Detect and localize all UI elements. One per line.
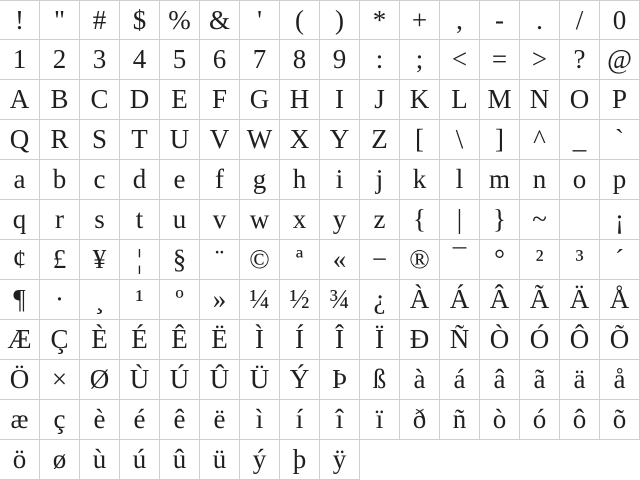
glyph-cell[interactable]: î	[320, 400, 360, 440]
glyph-cell[interactable]: M	[480, 80, 520, 120]
glyph-cell[interactable]: i	[320, 160, 360, 200]
glyph-cell[interactable]: §	[160, 240, 200, 280]
glyph-cell[interactable]: T	[120, 120, 160, 160]
glyph-cell[interactable]: a	[0, 160, 40, 200]
glyph-cell[interactable]: k	[400, 160, 440, 200]
glyph-cell[interactable]: Å	[600, 280, 640, 320]
glyph-cell[interactable]: í	[280, 400, 320, 440]
glyph-cell[interactable]: (	[280, 0, 320, 40]
glyph-cell[interactable]: ¹	[120, 280, 160, 320]
glyph-cell[interactable]: Ã	[520, 280, 560, 320]
glyph-cell[interactable]: ÿ	[320, 440, 360, 480]
glyph-cell[interactable]: _	[560, 120, 600, 160]
glyph-cell[interactable]: t	[120, 200, 160, 240]
glyph-cell[interactable]: L	[440, 80, 480, 120]
glyph-cell[interactable]: ®	[400, 240, 440, 280]
glyph-cell[interactable]: £	[40, 240, 80, 280]
glyph-cell[interactable]: $	[120, 0, 160, 40]
glyph-cell[interactable]: Ç	[40, 320, 80, 360]
glyph-cell[interactable]: O	[560, 80, 600, 120]
glyph-cell[interactable]: à	[400, 360, 440, 400]
glyph-cell[interactable]: Ý	[280, 360, 320, 400]
glyph-cell[interactable]: Ì	[240, 320, 280, 360]
glyph-cell[interactable]: `	[600, 120, 640, 160]
glyph-cell[interactable]: ×	[40, 360, 80, 400]
glyph-cell[interactable]: Ö	[0, 360, 40, 400]
glyph-cell[interactable]: ß	[360, 360, 400, 400]
glyph-cell[interactable]: ó	[520, 400, 560, 440]
glyph-cell[interactable]: º	[160, 280, 200, 320]
glyph-cell[interactable]: *	[360, 0, 400, 40]
glyph-cell[interactable]: P	[600, 80, 640, 120]
glyph-cell[interactable]: q	[0, 200, 40, 240]
glyph-cell[interactable]: Ø	[80, 360, 120, 400]
glyph-cell[interactable]: v	[200, 200, 240, 240]
glyph-cell[interactable]: K	[400, 80, 440, 120]
glyph-cell[interactable]: s	[80, 200, 120, 240]
glyph-cell[interactable]: .	[520, 0, 560, 40]
glyph-cell[interactable]: ü	[200, 440, 240, 480]
glyph-cell[interactable]: 9	[320, 40, 360, 80]
glyph-cell[interactable]: h	[280, 160, 320, 200]
glyph-cell[interactable]: y	[320, 200, 360, 240]
glyph-cell[interactable]: ?	[560, 40, 600, 80]
glyph-cell[interactable]: ñ	[440, 400, 480, 440]
glyph-cell[interactable]: 0	[600, 0, 640, 40]
glyph-cell[interactable]: %	[160, 0, 200, 40]
glyph-cell[interactable]: Ð	[400, 320, 440, 360]
glyph-cell[interactable]: °	[480, 240, 520, 280]
glyph-cell[interactable]: 2	[40, 40, 80, 80]
glyph-cell[interactable]: }	[480, 200, 520, 240]
glyph-cell[interactable]: U	[160, 120, 200, 160]
glyph-cell[interactable]: ê	[160, 400, 200, 440]
glyph-cell[interactable]: æ	[0, 400, 40, 440]
glyph-cell[interactable]: l	[440, 160, 480, 200]
glyph-cell[interactable]: ø	[40, 440, 80, 480]
glyph-cell[interactable]: /	[560, 0, 600, 40]
glyph-cell[interactable]: m	[480, 160, 520, 200]
glyph-cell[interactable]: ï	[360, 400, 400, 440]
glyph-cell[interactable]: ,	[440, 0, 480, 40]
glyph-cell[interactable]: =	[480, 40, 520, 80]
glyph-cell[interactable]: 4	[120, 40, 160, 80]
glyph-cell[interactable]: ~	[520, 200, 560, 240]
glyph-cell[interactable]: ¯	[440, 240, 480, 280]
glyph-cell[interactable]: )	[320, 0, 360, 40]
glyph-cell-blank[interactable]	[560, 200, 600, 240]
glyph-cell[interactable]: ú	[120, 440, 160, 480]
glyph-cell[interactable]: ¶	[0, 280, 40, 320]
glyph-cell[interactable]: Z	[360, 120, 400, 160]
glyph-cell[interactable]: D	[120, 80, 160, 120]
glyph-cell[interactable]: ì	[240, 400, 280, 440]
glyph-cell[interactable]: {	[400, 200, 440, 240]
glyph-cell[interactable]: 7	[240, 40, 280, 80]
glyph-cell[interactable]: -	[480, 0, 520, 40]
glyph-cell[interactable]: Ô	[560, 320, 600, 360]
glyph-cell[interactable]: 6	[200, 40, 240, 80]
glyph-cell[interactable]: B	[40, 80, 80, 120]
glyph-cell[interactable]: »	[200, 280, 240, 320]
glyph-cell[interactable]: ;	[400, 40, 440, 80]
glyph-cell[interactable]: J	[360, 80, 400, 120]
glyph-cell[interactable]: É	[120, 320, 160, 360]
glyph-cell[interactable]: Æ	[0, 320, 40, 360]
glyph-cell[interactable]: u	[160, 200, 200, 240]
glyph-cell[interactable]: &	[200, 0, 240, 40]
glyph-cell[interactable]: Ñ	[440, 320, 480, 360]
glyph-cell[interactable]: W	[240, 120, 280, 160]
glyph-cell[interactable]: ¦	[120, 240, 160, 280]
glyph-cell[interactable]: ]	[480, 120, 520, 160]
glyph-cell[interactable]: b	[40, 160, 80, 200]
glyph-cell[interactable]: «	[320, 240, 360, 280]
glyph-cell[interactable]: g	[240, 160, 280, 200]
glyph-cell[interactable]: >	[520, 40, 560, 80]
glyph-cell[interactable]: n	[520, 160, 560, 200]
glyph-cell[interactable]: ª	[280, 240, 320, 280]
glyph-cell[interactable]: c	[80, 160, 120, 200]
glyph-cell[interactable]: r	[40, 200, 80, 240]
glyph-cell[interactable]: ö	[0, 440, 40, 480]
glyph-cell[interactable]: é	[120, 400, 160, 440]
glyph-cell[interactable]: G	[240, 80, 280, 120]
glyph-cell[interactable]: ²	[520, 240, 560, 280]
glyph-cell[interactable]: S	[80, 120, 120, 160]
glyph-cell[interactable]: |	[440, 200, 480, 240]
glyph-cell[interactable]: ý	[240, 440, 280, 480]
glyph-cell[interactable]: ¿	[360, 280, 400, 320]
glyph-cell[interactable]: Ò	[480, 320, 520, 360]
glyph-cell[interactable]: ð	[400, 400, 440, 440]
glyph-cell[interactable]: !	[0, 0, 40, 40]
glyph-cell[interactable]: 5	[160, 40, 200, 80]
glyph-cell[interactable]: Ë	[200, 320, 240, 360]
glyph-cell[interactable]: þ	[280, 440, 320, 480]
glyph-cell[interactable]: ¾	[320, 280, 360, 320]
glyph-cell[interactable]: õ	[600, 400, 640, 440]
glyph-cell[interactable]: å	[600, 360, 640, 400]
glyph-cell[interactable]: j	[360, 160, 400, 200]
glyph-cell[interactable]: <	[440, 40, 480, 80]
glyph-cell[interactable]: ³	[560, 240, 600, 280]
glyph-cell[interactable]: á	[440, 360, 480, 400]
glyph-cell[interactable]: e	[160, 160, 200, 200]
glyph-cell[interactable]: w	[240, 200, 280, 240]
glyph-cell[interactable]: Ü	[240, 360, 280, 400]
glyph-cell[interactable]: F	[200, 80, 240, 120]
glyph-cell[interactable]: "	[40, 0, 80, 40]
glyph-cell[interactable]: Â	[480, 280, 520, 320]
glyph-cell[interactable]: Õ	[600, 320, 640, 360]
glyph-cell[interactable]: 1	[0, 40, 40, 80]
glyph-cell[interactable]: Q	[0, 120, 40, 160]
glyph-cell[interactable]: Ù	[120, 360, 160, 400]
glyph-cell[interactable]: Î	[320, 320, 360, 360]
glyph-cell[interactable]: x	[280, 200, 320, 240]
glyph-cell[interactable]: û	[160, 440, 200, 480]
glyph-cell[interactable]: [	[400, 120, 440, 160]
glyph-cell[interactable]: â	[480, 360, 520, 400]
glyph-cell[interactable]: C	[80, 80, 120, 120]
glyph-cell[interactable]: ô	[560, 400, 600, 440]
glyph-cell[interactable]: ç	[40, 400, 80, 440]
glyph-cell[interactable]: 8	[280, 40, 320, 80]
glyph-cell[interactable]: ¥	[80, 240, 120, 280]
glyph-cell[interactable]: ^	[520, 120, 560, 160]
glyph-cell[interactable]: V	[200, 120, 240, 160]
glyph-cell[interactable]: ·	[40, 280, 80, 320]
glyph-cell[interactable]: :	[360, 40, 400, 80]
glyph-cell[interactable]: È	[80, 320, 120, 360]
glyph-cell[interactable]: '	[240, 0, 280, 40]
glyph-cell[interactable]: Ó	[520, 320, 560, 360]
glyph-cell[interactable]: o	[560, 160, 600, 200]
glyph-cell[interactable]: ò	[480, 400, 520, 440]
glyph-cell[interactable]: z	[360, 200, 400, 240]
glyph-cell[interactable]: ´	[600, 240, 640, 280]
glyph-cell[interactable]: Y	[320, 120, 360, 160]
glyph-cell[interactable]: p	[600, 160, 640, 200]
glyph-cell[interactable]: Û	[200, 360, 240, 400]
glyph-cell[interactable]: À	[400, 280, 440, 320]
glyph-cell[interactable]: Ê	[160, 320, 200, 360]
glyph-cell[interactable]: ã	[520, 360, 560, 400]
glyph-cell[interactable]: Í	[280, 320, 320, 360]
glyph-cell[interactable]: Á	[440, 280, 480, 320]
glyph-cell[interactable]: ë	[200, 400, 240, 440]
glyph-cell[interactable]: \	[440, 120, 480, 160]
glyph-cell[interactable]: Ï	[360, 320, 400, 360]
glyph-cell[interactable]: −	[360, 240, 400, 280]
glyph-cell[interactable]: 3	[80, 40, 120, 80]
glyph-cell[interactable]: X	[280, 120, 320, 160]
glyph-cell[interactable]: è	[80, 400, 120, 440]
glyph-cell[interactable]: ©	[240, 240, 280, 280]
glyph-cell[interactable]: ä	[560, 360, 600, 400]
glyph-cell[interactable]: Ú	[160, 360, 200, 400]
glyph-cell[interactable]: Þ	[320, 360, 360, 400]
glyph-cell[interactable]: Ä	[560, 280, 600, 320]
glyph-cell[interactable]: H	[280, 80, 320, 120]
glyph-cell[interactable]: ¼	[240, 280, 280, 320]
glyph-cell[interactable]: ¢	[0, 240, 40, 280]
glyph-cell[interactable]: A	[0, 80, 40, 120]
glyph-cell[interactable]: ½	[280, 280, 320, 320]
glyph-cell[interactable]: d	[120, 160, 160, 200]
glyph-cell[interactable]: ¡	[600, 200, 640, 240]
glyph-cell[interactable]: ¸	[80, 280, 120, 320]
glyph-cell[interactable]: I	[320, 80, 360, 120]
glyph-cell[interactable]: @	[600, 40, 640, 80]
glyph-cell[interactable]: ¨	[200, 240, 240, 280]
glyph-cell[interactable]: f	[200, 160, 240, 200]
glyph-cell[interactable]: N	[520, 80, 560, 120]
glyph-cell[interactable]: ù	[80, 440, 120, 480]
glyph-cell[interactable]: E	[160, 80, 200, 120]
glyph-cell[interactable]: +	[400, 0, 440, 40]
glyph-cell[interactable]: R	[40, 120, 80, 160]
glyph-cell[interactable]: #	[80, 0, 120, 40]
